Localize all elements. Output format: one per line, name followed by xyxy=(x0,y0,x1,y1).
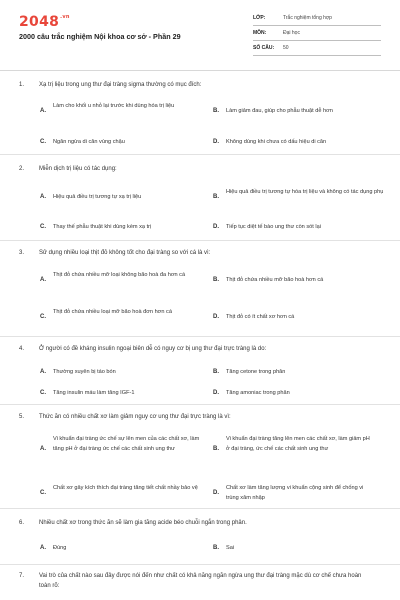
info-value: Trắc nghiệm tổng hợp xyxy=(283,15,332,21)
worksheet-page: $2048^{.vn}$ 2000 câu trắc nghiệm Nội khoa cơ sở - Phần 29 LỚP: Trắc nghiệm tổng hợp MÔN: Đại học SỐ CÂU: 50 1. Xạ trị liệu trong ung thư đại tràng sigma thường có mục đích: A. Làm cho khối u nhỏ lại trước khi dùng hóa trị liệu B. Làm giảm đau, giúp cho phẫu thuật dễ hơn C. Ngăn ngừa di căn vùng chậu D. Không dùng khi chưa có dấu hiệu di căn 2. Miễn dịch trị liệu có tác dụng: A. Hiệu quả điều trị tương tự xạ trị liệu B. Hiệu quả điều trị tương tự hóa trị liệu và không có tác dụng phụ C. Thay thế phẫu thuật khi dùng kèm xạ trị D. Tiếp tục diệt tế bào ung thư còn sót lại 3. Sử dụng nhiều loại thịt đỏ không tốt cho đại tràng so với cá là vì: A. Thịt đỏ chứa nhiều mỡ loại không bão hoà đa hơn cá B. Thịt đỏ chứa nhiều mỡ bão hoà hơn cá C. Thịt đỏ chứa nhiều loại mỡ bão hoà đơn hơn cá D. Thịt đỏ có ít chất xơ hơn cá 4. Ở người có đề kháng insulin ngoại biên dễ có nguy cơ bị ung thư đại trực tràng là do: A. Thường xuyên bị táo bón B. Tăng cetone trong phân C. Tăng insulin máu làm tăng IGF-1 D. Tăng amoniac trong phân 5. Thức ăn có nhiều chất xơ làm giảm nguy cơ ung thư đại trực tràng là vì: A. Vi khuẩn đại tràng ức chế sự lên men của các chất xơ, làm tăng pH ở đại tràng ức chế các chất sinh ung thư B. Vi khuẩn đại tràng tăng lên men các chất xơ, làm giảm pH ở đại tràng, ức chế các chất sinh ung thư C. Chất xơ gây kích thích đại tràng tăng tiết chất nhầy bảo vệ D. Chất xơ làm tăng lượng vi khuẩn cộng sinh để chống vi trùng xâm nhập 6. Nhiều chất xơ trong thức ăn sẽ làm gia tăng acide béo chuỗi ngắn trong phân. A. Đúng B. Sai 7. Vai trò của chất nào sau đây được nói đến như chất có khả năng ngăn ngừa ung thư đại tràng mặc dù cơ chế chưa hoàn toàn rõ: xyxy=(0,0,400,600)
question-stem: 1. Xạ trị liệu trong ung thư đại tràng sigma thường có mục đích: xyxy=(19,82,202,88)
question-divider xyxy=(0,404,400,405)
question-stem: 5. Thức ăn có nhiều chất xơ làm giảm nguy cơ ung thư đại trực tràng là vì: xyxy=(19,414,231,420)
question-divider xyxy=(0,564,400,565)
info-value: Đại học xyxy=(283,30,300,36)
site-logo[interactable]: $2048^{.vn}$ xyxy=(19,14,70,30)
info-value: 50 xyxy=(283,45,289,51)
question-stem: 7. Vai trò của chất nào sau đây được nói đến như chất có khả năng ngăn ngừa ung thư đại tràng mặc dù cơ chế chưa hoàn toàn rõ: xyxy=(19,573,362,589)
question-stem: 2. Miễn dịch trị liệu có tác dụng: xyxy=(19,166,117,172)
header-divider xyxy=(0,70,400,71)
question-stem: 6. Nhiều chất xơ trong thức ăn sẽ làm gia tăng acide béo chuỗi ngắn trong phân. xyxy=(19,520,247,526)
info-panel xyxy=(253,11,381,56)
info-label: LỚP: xyxy=(253,15,266,21)
info-row-class xyxy=(253,11,381,26)
info-label: MÔN: xyxy=(253,30,267,36)
question-divider xyxy=(0,240,400,241)
info-row-count xyxy=(253,41,381,56)
info-label: SỐ CÂU: xyxy=(253,45,275,51)
question-divider xyxy=(0,508,400,509)
document-title: 2000 câu trắc nghiệm Nội khoa cơ sở - Phần 29 xyxy=(19,32,181,41)
question-stem: 4. Ở người có đề kháng insulin ngoại biên dễ có nguy cơ bị ung thư đại trực tràng là do: xyxy=(19,346,267,352)
question-divider xyxy=(0,154,400,155)
page-header xyxy=(0,0,400,62)
question-divider xyxy=(0,336,400,337)
info-row-subject xyxy=(253,26,381,41)
question-stem: 3. Sử dụng nhiều loại thịt đỏ không tốt cho đại tràng so với cá là vì: xyxy=(19,250,211,256)
